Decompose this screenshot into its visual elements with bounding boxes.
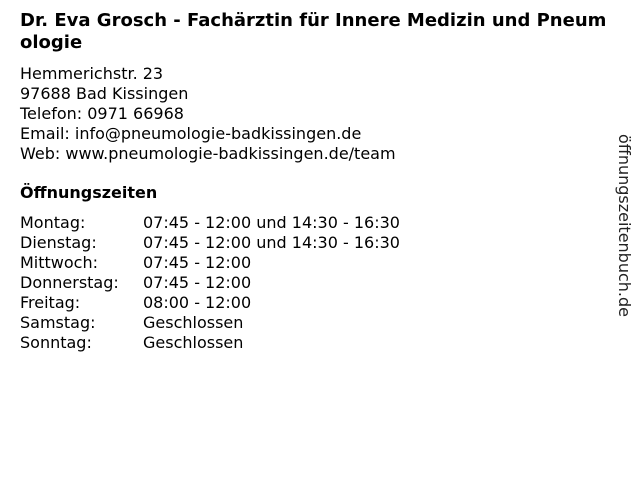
hours-row-wednesday	[20, 253, 400, 273]
hours-row-thursday	[20, 273, 400, 293]
day-hours: Geschlossen	[143, 333, 244, 352]
day-label: Sonntag:	[20, 333, 92, 352]
contact-block	[20, 64, 396, 164]
day-hours: 07:45 - 12:00 und 14:30 - 16:30	[143, 233, 400, 252]
day-label: Mittwoch:	[20, 253, 98, 272]
day-hours: 07:45 - 12:00 und 14:30 - 16:30	[143, 213, 400, 232]
address-street: Hemmerichstr. 23	[20, 64, 164, 83]
day-label: Dienstag:	[20, 233, 97, 252]
day-hours: 07:45 - 12:00	[143, 253, 252, 272]
hours-row-sunday	[20, 333, 400, 353]
hours-row-tuesday	[20, 233, 400, 253]
source-watermark: öffnungszeitenbuch.de	[615, 134, 634, 317]
address-city: 97688 Bad Kissingen	[20, 84, 189, 103]
opening-hours-heading: Öffnungszeiten	[20, 183, 158, 202]
hours-row-friday	[20, 293, 400, 313]
practice-title: Dr. Eva Grosch - Fachärztin für Innere Medizin und Pneumologie	[20, 10, 607, 53]
day-hours: 08:00 - 12:00	[143, 293, 252, 312]
website-address: Web: www.pneumologie-badkissingen.de/team	[20, 144, 396, 163]
hours-row-monday	[20, 213, 400, 233]
day-hours: 07:45 - 12:00	[143, 273, 252, 292]
day-label: Donnerstag:	[20, 273, 119, 292]
phone-number: Telefon: 0971 66968	[20, 104, 184, 123]
day-label: Montag:	[20, 213, 86, 232]
day-label: Freitag:	[20, 293, 81, 312]
opening-hours-table	[20, 213, 400, 353]
email-address: Email: info@pneumologie-badkissingen.de	[20, 124, 362, 143]
day-label: Samstag:	[20, 313, 96, 332]
hours-row-saturday	[20, 313, 400, 333]
day-hours: Geschlossen	[143, 313, 244, 332]
